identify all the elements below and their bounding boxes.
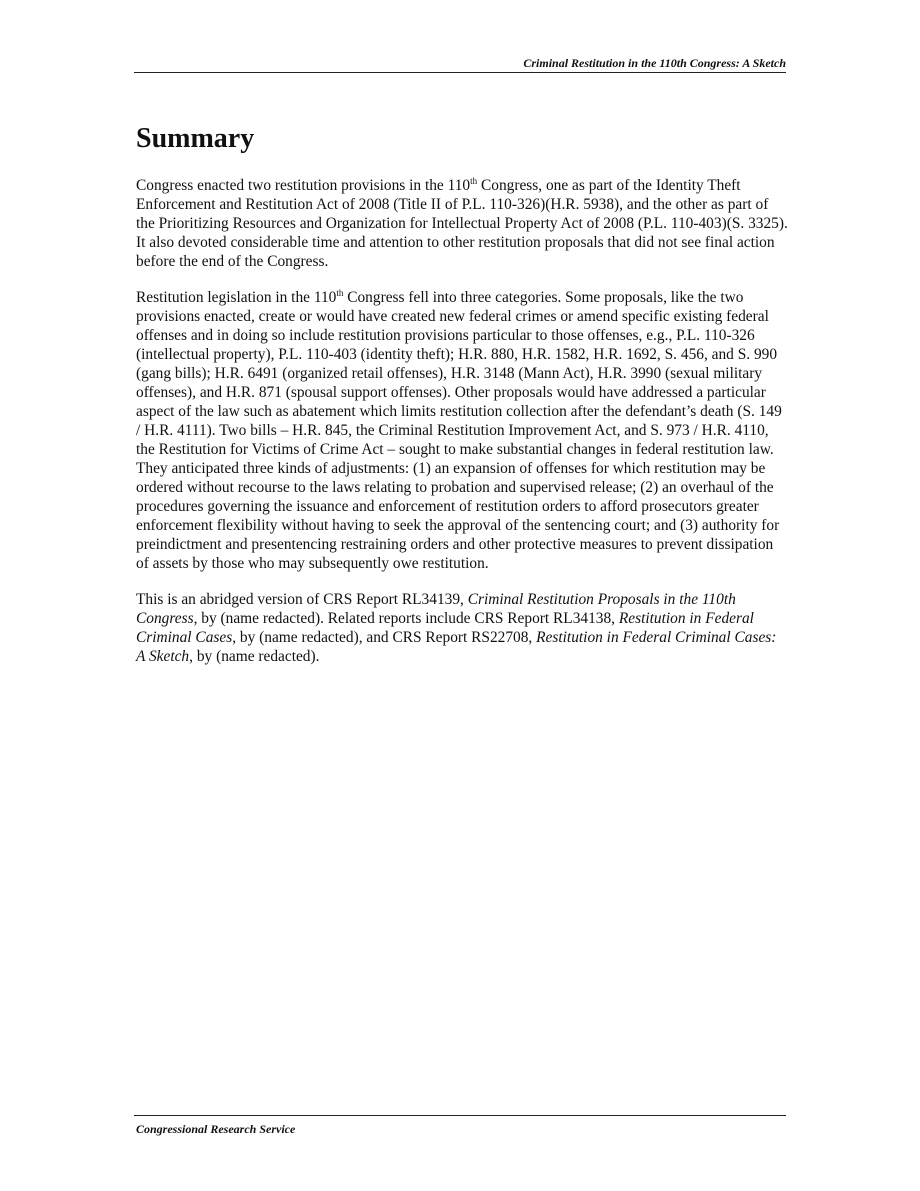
report-title-rl34138: Restitution in Federal Criminal Cases [136,610,754,646]
paragraph-2-text-a: Restitution legislation in the 110 [136,289,337,306]
running-footer: Congressional Research Service [136,1122,296,1136]
paragraph-2-text-b: Congress fell into three categories. Some proposals, like the two provisions enacted, create or would have created new federal crimes or amend specific existing federal offenses and in doing so include restitution provisions particular to those offenses, e.g., P.L. 110-326 (intellectual property), P.L. 110-403 (identity theft); H.R. 880, H.R. 1582, H.R. 1692, S. 456, and S. 990 (gang bills); H.R. 6491 (organized retail offenses), H.R. 3148 (Mann Act), H.R. 3990 (sexual military offenses), and H.R. 871 (spousal support offenses). Other proposals would have addressed a particular aspect of the law such as abatement which limits restitution collection after the defendant’s death (S. 149 / H.R. 4111). Two bills – H.R. 845, the Criminal Restitution Improvement Act, and S. 973 / H.R. 4110, the Restitution for Victims of Crime Act – sought to make substantial changes in federal restitution law. They anticipated three kinds of adjustments: (1) an expansion of offenses for which restitution may be ordered without recourse to the laws relating to probation and supervised release; (2) an overhaul of the procedures governing the issuance and enforcement of restitution orders to afford prosecutors greater enforcement flexibility without having to seek the approval of the sentencing court; and (3) authority for preindictment and presentencing restraining orders and other protective measures to prevent dissipation of assets by those who may subsequently owe restitution. [136,289,782,572]
footer-divider [134,1115,786,1116]
running-header: Criminal Restitution in the 110th Congress: A Sketch [523,56,786,70]
paragraph-1 [136,176,788,271]
paragraph-3-text-2: , by (name redacted). Related reports include CRS Report RL34138, [193,610,619,627]
paragraph-1-text-b: Congress, one as part of the Identity Theft Enforcement and Restitution Act of 2008 (Title II of P.L. 110-326)(H.R. 5938), and the other as part of the Prioritizing Resources and Organization for Intellectual Property Act of 2008 (P.L. 110-403)(S. 3325). It also devoted considerable time and attention to other restitution proposals that did not see final action before the end of the Congress. [136,177,788,270]
paragraph-1-text-a: Congress enacted two restitution provisions in the 110 [136,177,471,194]
section-heading: Summary [136,123,255,154]
paragraph-3-text-3: , by (name redacted), and CRS Report RS22708, [232,629,537,646]
report-title-rs22708: Restitution in Federal Criminal Cases: A Sketch [136,629,777,665]
paragraph-3 [136,590,788,666]
ordinal-superscript: th [336,288,344,298]
report-title-rl34139: Criminal Restitution Proposals in the 110th Congress [136,591,736,627]
summary-body [136,176,788,683]
paragraph-3-text-1: This is an abridged version of CRS Report RL34139, [136,591,468,608]
header-divider [134,72,786,73]
paragraph-3-text-4: , by (name redacted). [189,648,320,665]
paragraph-2 [136,288,788,573]
ordinal-superscript: th [470,176,478,186]
